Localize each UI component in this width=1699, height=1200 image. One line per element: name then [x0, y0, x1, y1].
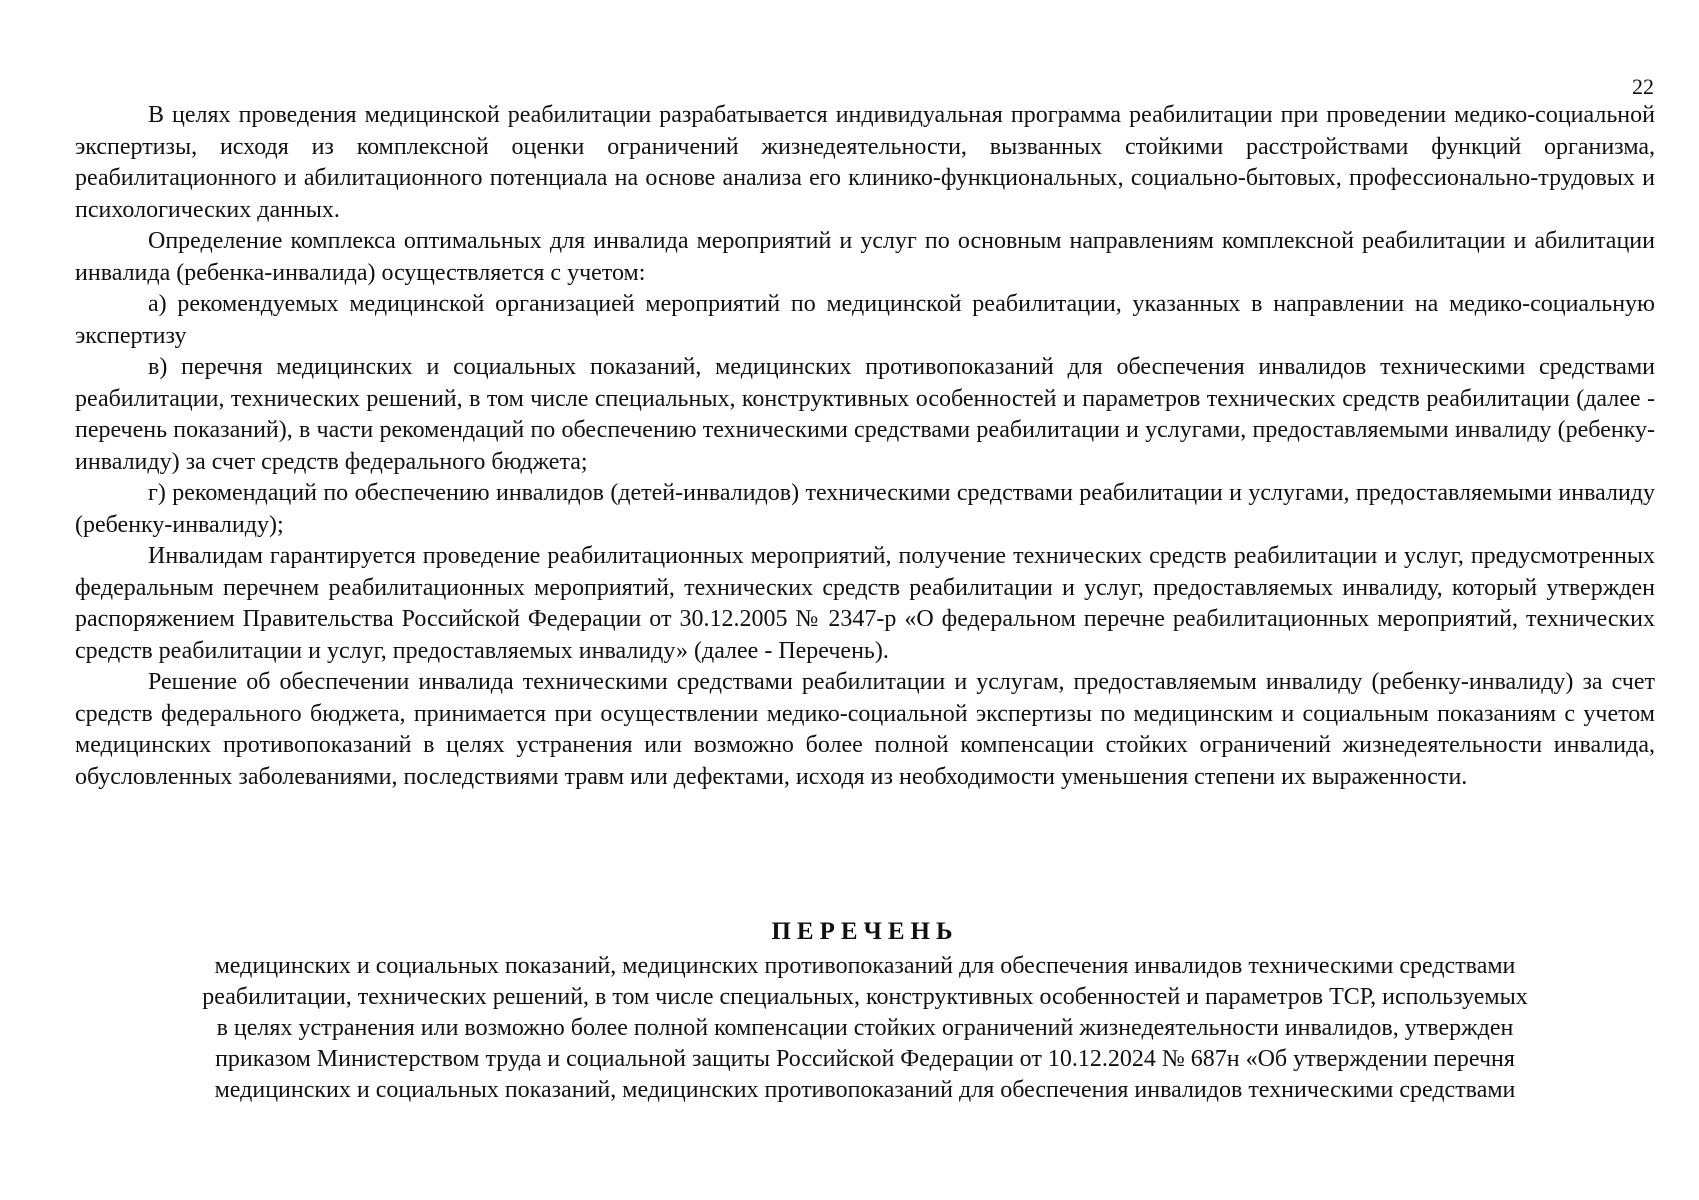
paragraph-complex-definition: Определение комплекса оптимальных для инвалида мероприятий и услуг по основным направлениям комплексной реабилитации и абилитации инвалида (ребенка-инвалида) осуществляется с учетом: — [75, 228, 1655, 286]
list-subtitle-line: медицинских и социальных показаний, медицинских противопоказаний для обеспечения инвалидов техническими средствами — [214, 1077, 1516, 1103]
body-text — [75, 100, 1655, 793]
paragraph-guarantees: Инвалидам гарантируется проведение реабилитационных мероприятий, получение технических средств реабилитации и услуг, предусмотренных федеральным перечнем реабилитационных мероприятий, технических средств реабилитации и услуг, предоставляемых инвалиду, который утвержден распоряжением Правительства Российской Федерации от 30.12.2005 № 2347-р «О федеральном перечне реабилитационных мероприятий, технических средств реабилитации и услуг, предоставляемых инвалиду» (далее - Перечень). — [75, 543, 1655, 664]
page-number: 22 — [1632, 74, 1654, 99]
paragraph-item-v: в) перечня медицинских и социальных показаний, медицинских противопоказаний для обеспечения инвалидов техническими средствами реабилитации, технических решений, в том числе специальных, конструктивных особенностей и параметров технических средств реабилитации (далее - перечень показаний), в части рекомендаций по обеспечению техническими средствами реабилитации и услугами, предоставляемыми инвалиду (ребенку-инвалиду) за счет средств федерального бюджета; — [75, 354, 1655, 475]
paragraph-rehabilitation-program: В целях проведения медицинской реабилитации разрабатывается индивидуальная программа реабилитации при проведении медико-социальной экспертизы, исходя из комплексной оценки ограничений жизнедеятельности, вызванных стойкими расстройствами функций организма, реабилитационного и абилитационного потенциала на основе анализа его клинико-функциональных, социально-бытовых, профессионально-трудовых и психологических данных. — [75, 102, 1655, 223]
list-subtitle-line: приказом Министерством труда и социальной защиты Российской Федерации от 10.12.2024 № 687н «Об утверждении перечня — [215, 1046, 1515, 1072]
paragraph-item-a: а) рекомендуемых медицинской организацией мероприятий по медицинской реабилитации, указанных в направлении на медико-социальную экспертизу — [75, 291, 1655, 349]
list-subtitle — [75, 951, 1655, 1106]
list-heading: ПЕРЕЧЕНЬ — [771, 918, 959, 945]
list-subtitle-line: в целях устранения или возможно более полной компенсации стойких ограничений жизнедеятельности инвалидов, утвержден — [216, 1015, 1514, 1041]
paragraph-item-g: г) рекомендаций по обеспечению инвалидов (детей-инвалидов) техническими средствами реабилитации и услугами, предоставляемыми инвалиду (ребенку-инвалиду); — [75, 480, 1655, 538]
list-subtitle-line: медицинских и социальных показаний, медицинских противопоказаний для обеспечения инвалидов техническими средствами — [214, 953, 1516, 979]
list-subtitle-line: реабилитации, технических решений, в том числе специальных, конструктивных особенностей и параметров ТСР, используемых — [202, 984, 1528, 1010]
paragraph-decision: Решение об обеспечении инвалида техническими средствами реабилитации и услугам, предоставляемым инвалиду (ребенку-инвалиду) за счет средств федерального бюджета, принимается при осуществлении медико-социальной экспертизы по медицинским и социальным показаниям с учетом медицинских противопоказаний в целях устранения или возможно более полной компенсации стойких ограничений жизнедеятельности инвалида, обусловленных заболеваниями, последствиями травм или дефектами, исходя из необходимости уменьшения степени их выраженности. — [75, 669, 1655, 790]
